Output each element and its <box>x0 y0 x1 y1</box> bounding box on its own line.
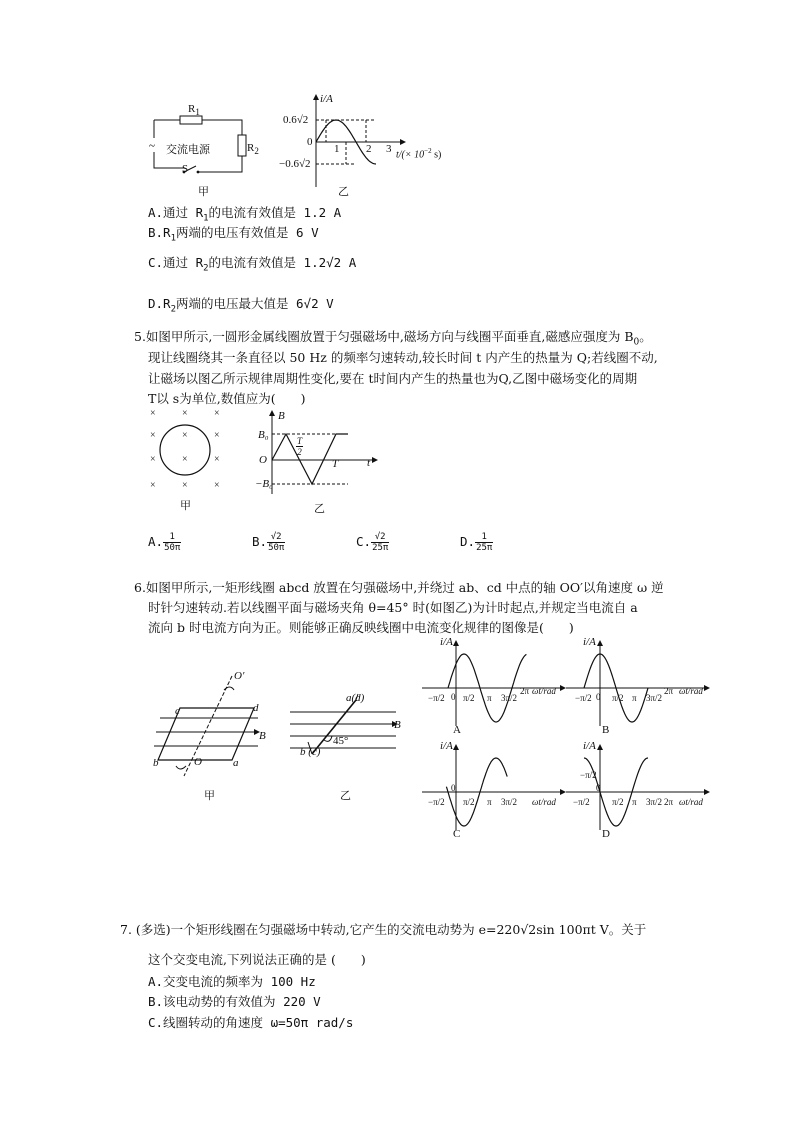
q6-fig-jia: 甲 <box>204 790 215 802</box>
q6-d-pi2: π/2 <box>612 797 624 807</box>
q4-option-d[interactable]: $D.R_2$两端的电压最大值是 6√2 V <box>148 296 334 315</box>
q6-graph-y-arrow <box>453 640 459 646</box>
q4-switch-label: S <box>182 163 189 175</box>
q6-graph-a-y: i/A <box>440 636 453 648</box>
q6-d-pi: π <box>632 797 637 807</box>
q6-b-x: ωt/rad <box>679 686 703 696</box>
q6-a-origin: 0 <box>451 692 456 702</box>
q6-label-B2: B <box>394 719 401 731</box>
q6-graph-x-arrow <box>704 685 710 691</box>
q4-option-a[interactable]: A.通过 $R_1$的电流有效值是 1.2 A <box>148 205 342 224</box>
q6-a-x: ωt/rad <box>532 686 556 696</box>
q6-d-2pi: 2π <box>664 797 674 807</box>
q6-graph-y-arrow <box>597 744 603 750</box>
q6-label-o-prime: O′ <box>234 670 245 682</box>
q6-b-pi: π <box>632 693 637 703</box>
q4-y-bot: −0.6√2 <box>279 158 311 170</box>
q6-a-3pi2: 3π/2 <box>501 693 518 703</box>
q5-axis-t: t <box>367 457 371 469</box>
q6-d-x: ωt/rad <box>679 797 703 807</box>
q6-label-a: a <box>233 757 239 769</box>
q6-b-origin: 0 <box>596 692 601 702</box>
q6-graph-x-arrow <box>704 789 710 795</box>
q6-c-x: ωt/rad <box>532 797 556 807</box>
q6-label-bc: b (c) <box>300 746 321 758</box>
q4-r2-label: $R_2$ <box>247 142 259 157</box>
q4-option-c[interactable]: C.通过 $R_2$的电流有效值是 1.2√2 A <box>148 255 357 274</box>
q6-a-pi: π <box>487 693 492 703</box>
q6-graph-a-label[interactable]: A <box>453 724 461 736</box>
q5-b0: B₀ <box>258 429 269 441</box>
q4-option-b[interactable]: $B.R_1$两端的电压有效值是 6 V <box>148 225 319 244</box>
q6-label-ad: a(d) <box>346 692 365 704</box>
q4-r1-label: $R_1$ <box>188 103 200 118</box>
q5-option-d[interactable]: D. $\frac{1}{25\pi}$ <box>460 532 493 553</box>
q6-line-1: 6.如图甲所示,一矩形线圈 abcd 放置在匀强磁场中,并绕过 ab、cd 中点的轴 OO′以角速度 ω 逆 <box>134 580 664 595</box>
q6-d-neg-pi2: −π/2 <box>573 797 590 807</box>
field-cross: × <box>150 430 156 441</box>
field-cross: × <box>214 430 220 441</box>
q5-line-2: 现让线圈绕其一条直径以 50 Hz 的频率匀速转动,较长时间 t 内产生的热量为 Q;若线圈不动, <box>148 350 658 365</box>
field-cross: × <box>182 454 188 465</box>
q6-graph-d-label[interactable]: D <box>602 828 610 840</box>
q6-c-pi: π <box>487 797 492 807</box>
q4-origin: 0 <box>307 136 313 148</box>
q5-neg-b0: −B₀ <box>255 478 273 490</box>
q7-option-b[interactable]: B.该电动势的有效值为 220 V <box>148 994 321 1009</box>
q4-tick-2: 2 <box>366 143 372 155</box>
q6-graph-y-arrow <box>453 744 459 750</box>
q5-t-label: T <box>332 458 339 470</box>
q6-label-B: B <box>259 730 266 742</box>
q7-line-1: 7. (多选)一个矩形线圈在匀强磁场中转动,它产生的交流电动势为 e=220√2sin 100πt V。关于 <box>120 922 647 937</box>
q4-axis-y: i/A <box>320 93 333 105</box>
q6-b-pi2: π/2 <box>612 693 624 703</box>
q5-origin: O <box>259 454 267 466</box>
q6-graph-c-y: i/A <box>440 740 453 752</box>
q6-graph-y-arrow <box>597 640 603 646</box>
q4-source-label: 交流电源 <box>166 144 210 156</box>
q6-graph-x-arrow <box>560 789 566 795</box>
q6-b-2pi: 2π <box>664 686 674 696</box>
q6-label-b: b <box>153 757 159 769</box>
q6-label-o: O <box>194 756 202 768</box>
q6-label-c: c <box>175 705 180 717</box>
q5-option-b[interactable]: B. $\frac{√2}{50\pi}$ <box>252 532 285 553</box>
field-cross: × <box>182 480 188 491</box>
q6-c-neg-pi2: −π/2 <box>428 797 445 807</box>
q7-line-2: 这个交变电流,下列说法正确的是 ( ) <box>148 952 366 967</box>
q5-line-4: T以 s为单位,数值应为( ) <box>148 391 306 406</box>
q5-line-3: 让磁场以图乙所示规律周期性变化,要在 t时间内产生的热量也为Q,乙图中磁场变化的周期 <box>148 371 638 386</box>
q4-circuit-figure <box>140 100 280 195</box>
q6-b-3pi2: 3π/2 <box>646 693 663 703</box>
q6-c-3pi2: 3π/2 <box>501 797 518 807</box>
field-cross: × <box>214 454 220 465</box>
field-cross: × <box>182 430 188 441</box>
q4-tick-3: 3 <box>386 143 392 155</box>
q4-fig-yi: 乙 <box>338 186 349 198</box>
q5-option-a[interactable]: A. $\frac{1}{50\pi}$ <box>148 532 181 553</box>
q6-label-d: d <box>253 702 259 714</box>
q6-option-graphs <box>418 636 718 846</box>
q5-line-1: 5.如图甲所示,一圆形金属线圈放置于匀强磁场中,磁场方向与线圈平面垂直,磁感应强度为 $B_0$。 <box>134 329 652 348</box>
q6-coil-figure <box>150 670 270 780</box>
q6-a-pi2: π/2 <box>463 693 475 703</box>
svg-text:~: ~ <box>149 140 155 152</box>
q5-option-c[interactable]: C. $\frac{√2}{25\pi}$ <box>356 532 389 553</box>
q6-a-2pi: 2π <box>520 686 530 696</box>
q6-c-pi2: π/2 <box>463 797 475 807</box>
q6-c-origin: 0 <box>451 783 456 793</box>
q5-fig-jia: 甲 <box>180 500 191 512</box>
q4-current-graph <box>280 92 450 197</box>
field-cross: × <box>214 408 220 419</box>
q5-half-t: $\frac{T}{2}$ <box>297 436 303 457</box>
q6-d-3pi2: 3π/2 <box>646 797 663 807</box>
q6-graph-b-y: i/A <box>583 636 596 648</box>
q6-a-neg-pi2: −π/2 <box>428 693 445 703</box>
q6-angle: 45° <box>333 735 349 747</box>
q6-b-neg-pi2: −π/2 <box>575 693 592 703</box>
field-cross: × <box>150 480 156 491</box>
field-cross: × <box>214 480 220 491</box>
q6-d-neg-pi2-y: −π/2 <box>580 770 597 780</box>
field-cross: × <box>150 408 156 419</box>
q4-y-top: 0.6√2 <box>283 114 309 126</box>
q6-graph-b-label[interactable]: B <box>602 724 610 736</box>
q6-d-origin: 0 <box>596 783 601 793</box>
q6-line-3: 流向 b 时电流方向为正。则能够正确反映线圈中电流变化规律的图像是( ) <box>148 620 574 635</box>
q4-axis-x: $t/(\times 10^{-2}$ s) <box>396 147 442 161</box>
q5-fig-yi: 乙 <box>314 503 325 515</box>
q6-fig-yi: 乙 <box>340 790 351 802</box>
field-cross: × <box>150 454 156 465</box>
q6-line-2: 时针匀速转动.若以线圈平面与磁场夹角 θ=45° 时(如图乙)为计时起点,并规定当电流自 a <box>148 600 638 615</box>
q5-axis-b: B <box>278 410 285 422</box>
field-cross: × <box>182 408 188 419</box>
q7-option-a[interactable]: A.交变电流的频率为 100 Hz <box>148 974 316 989</box>
q6-graph-c-label[interactable]: C <box>453 828 461 840</box>
q6-graph-x-arrow <box>560 685 566 691</box>
q5-coil-figure <box>145 404 235 496</box>
q7-option-c[interactable]: C.线圈转动的角速度 ω=50π rad/s <box>148 1015 354 1030</box>
q6-graph-d-y: i/A <box>583 740 596 752</box>
q4-fig-jia: 甲 <box>198 186 209 198</box>
q4-tick-1: 1 <box>334 143 340 155</box>
